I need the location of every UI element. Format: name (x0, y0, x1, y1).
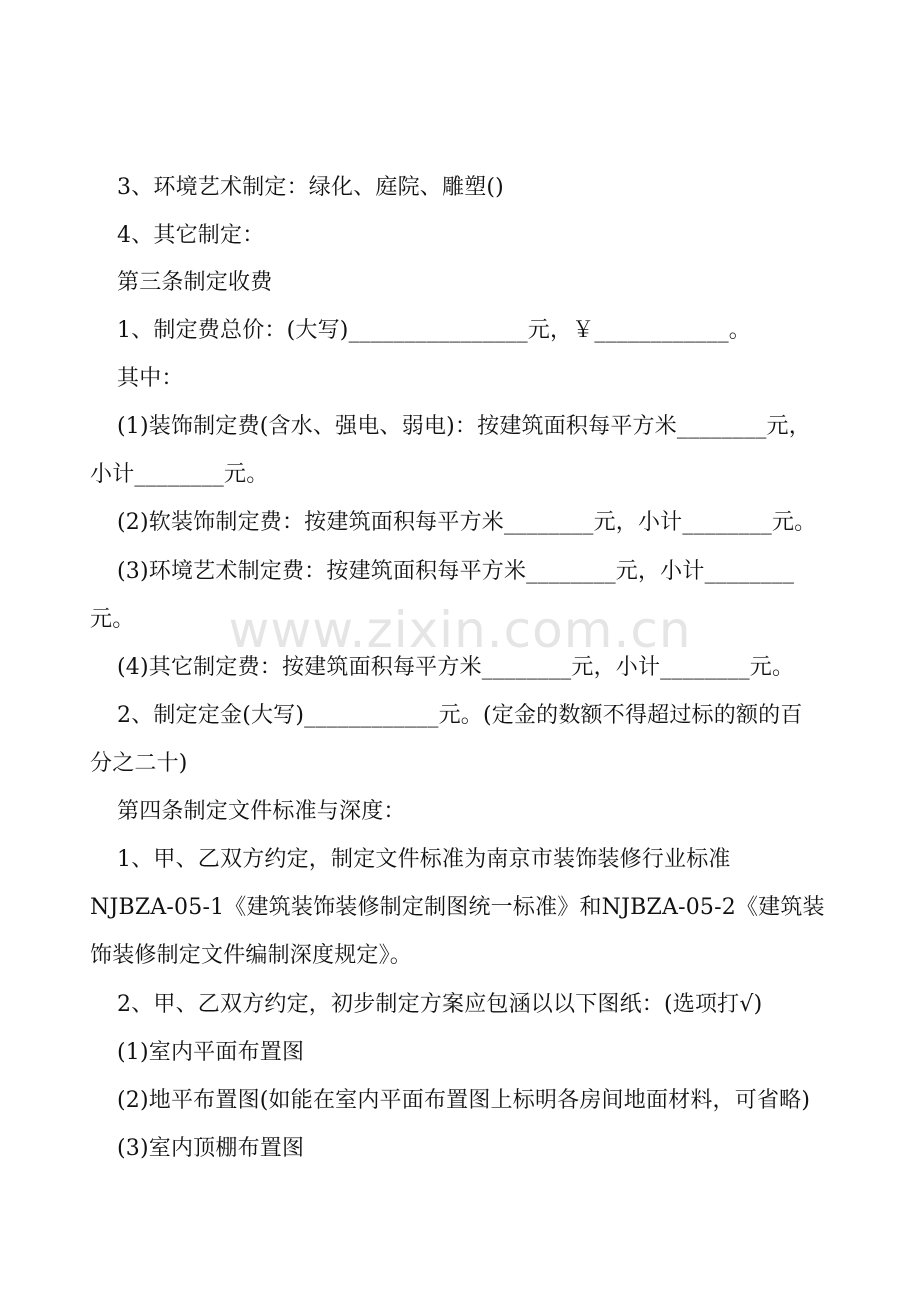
paragraph-standard-agreement: 1、甲、乙双方约定，制定文件标准为南京市装饰装修行业标准 (117, 847, 731, 872)
paragraph-env-art-fee: (3)环境艺术制定费：按建筑面积每平方米________元，小计________ (117, 559, 795, 584)
paragraph-other-design: 4、其它制定： (117, 223, 265, 248)
paragraph-env-art-design: 3、环境艺术制定：绿化、庭院、雕塑() (117, 175, 504, 200)
paragraph-other-fee: (4)其它制定费：按建筑面积每平方米________元，小计________元。 (117, 655, 795, 680)
paragraph-drawing-requirements: 2、甲、乙双方约定，初步制定方案应包涵以以下图纸：(选项打√) (117, 992, 763, 1017)
list-item-ceiling-layout: (3)室内顶棚布置图 (117, 1136, 305, 1161)
paragraph-env-art-fee-cont: 元。 (90, 607, 135, 632)
article-3-heading: 第三条制定收费 (117, 270, 273, 295)
paragraph-decoration-fee: (1)装饰制定费(含水、强电、弱电)：按建筑面积每平方米________元， (117, 414, 811, 439)
article-4-heading: 第四条制定文件标准与深度： (117, 799, 406, 824)
paragraph-decoration-fee-cont: 小计________元。 (90, 462, 269, 487)
paragraph-standard-agreement-cont2: 饰装修制定文件编制深度规定》。 (90, 943, 413, 968)
paragraph-of-which: 其中： (117, 366, 184, 391)
paragraph-soft-decoration-fee: (2)软装饰制定费：按建筑面积每平方米________元，小计________元。 (117, 510, 817, 535)
list-item-floor-plan: (1)室内平面布置图 (117, 1040, 305, 1065)
list-item-ground-layout: (2)地平布置图(如能在室内平面布置图上标明各房间地面材料，可省略) (117, 1088, 811, 1113)
paragraph-standard-agreement-cont1: NJBZA-05-1《建筑装饰装修制定制图统一标准》和NJBZA-05-2《建筑装 (90, 895, 825, 920)
watermark: www.zixin.com.cn (228, 601, 692, 659)
paragraph-deposit: 2、制定定金(大写)____________元。(定金的数额不得超过标的额的百 (117, 703, 803, 728)
paragraph-deposit-cont: 分之二十) (90, 751, 188, 776)
paragraph-total-fee: 1、制定费总价：(大写)________________元，￥____________。 (117, 318, 751, 343)
